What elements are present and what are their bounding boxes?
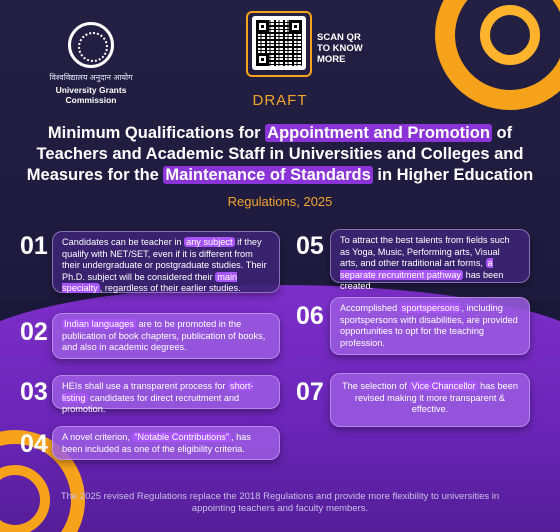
scan-line-3: MORE [317,54,346,65]
item-text: if they qualify with NET/SET, even if it is different from their undergraduate or postgraduate studies. Their Ph.D. subject will be considered their [62,237,267,282]
page-title [20,123,540,186]
qr-corner-icon [289,20,302,33]
footer-note: The 2025 revised Regulations replace the 2018 Regulations and provide more flexibility to universities in appointing teachers and faculty members. [60,491,500,514]
item-number: 06 [296,302,324,330]
item-highlight: “Notable Contributions” [134,432,229,442]
item-card-07 [330,373,530,427]
scan-line-1: SCAN QR [317,32,361,43]
item-text: has been revised making it more transparent & effective. [354,381,518,414]
title-part: Minimum Qualifications for [47,124,266,142]
item-number: 05 [296,232,324,260]
qr-pattern [256,20,302,66]
item-text: The selection of [342,381,410,391]
title-part: in Higher Education [372,166,534,184]
draft-label: DRAFT [252,92,308,109]
logo-hindi-text: विश्वविद्यालय अनुदान आयोग [49,73,133,82]
item-card-02 [52,313,280,359]
item-number: 04 [20,430,48,458]
ugc-emblem-icon [68,22,114,68]
item-text: , has been included as one of the eligibility criteria. [62,432,251,454]
decorative-ring-top-inner [480,5,540,65]
title-highlight: Maintenance of Standards [165,166,371,184]
item-highlight: any subject [186,237,233,247]
logo-name: University Grants Commission [55,85,127,105]
item-highlight: a separate recruitment pathway [340,258,493,280]
item-highlight: Indian languages [64,319,134,329]
qr-code[interactable] [252,16,306,70]
item-text: candidates for direct recruitment and promotion. [62,392,240,414]
item-card-06 [330,297,530,355]
item-text: , including sportspersons with disabilities, are provided opportunities to opt for the teaching profession. [340,303,518,348]
qr-corner-icon [256,20,269,33]
item-text: are to be promoted in the publication of book chapters, publication of books, and also in academic degrees. [62,319,266,352]
item-number: 02 [20,318,48,346]
regulations-year: Regulations, 2025 [227,194,333,209]
item-card-04 [52,426,280,460]
item-text: Candidates can be teacher in [62,237,185,247]
item-number: 03 [20,378,48,406]
item-text: has been created. [340,269,504,291]
title-highlight: Appointment and Promotion [267,124,490,142]
title-part: of Teachers and Academic Staff in Universities and Colleges and Measures for the [26,124,524,184]
item-highlight: main specialty [62,271,238,293]
item-card-03 [52,375,280,414]
item-text: Accomplished [340,303,400,313]
item-text: HEIs shall use a transparent process for [62,381,228,391]
item-number: 01 [20,232,48,260]
item-number: 07 [296,378,324,406]
item-highlight: Vice Chancellor [411,381,476,391]
item-highlight: short-listing [62,381,254,403]
item-text: , regardless of their earlier studies. [99,283,241,293]
item-card-01 [52,231,280,293]
item-highlight: sportspersons [401,303,460,313]
scan-qr-text [317,32,363,65]
item-card-05 [330,229,530,291]
item-text: A novel criterion, [62,432,133,442]
qr-corner-icon [256,53,269,66]
item-text: To attract the best talents from fields such as Yoga, Music, Performing arts, Visual arts, and other traditional art forms, [340,235,510,268]
scan-line-2: TO KNOW [317,43,363,54]
